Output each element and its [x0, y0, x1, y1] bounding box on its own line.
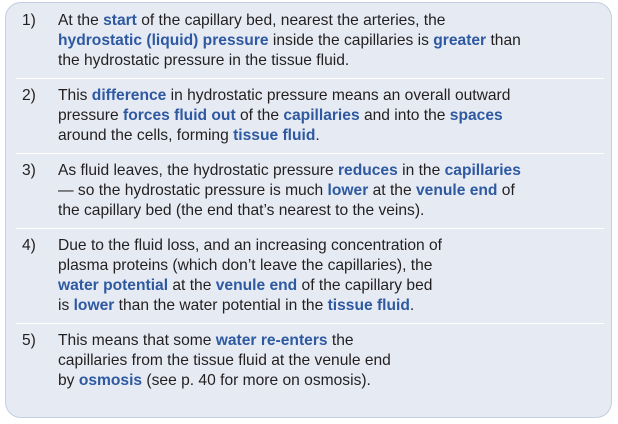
- key-term: osmosis: [78, 372, 143, 389]
- key-term: water potential: [58, 277, 169, 294]
- separator: [16, 153, 604, 154]
- item-number: 3): [22, 162, 36, 179]
- text-line: water potential at the venule end of the capillary bed: [58, 277, 433, 294]
- separator: [16, 228, 604, 229]
- text-line: Due to the fluid loss, and an increasing concentration of: [58, 237, 443, 254]
- separator: [16, 78, 604, 79]
- item-text: [58, 161, 606, 221]
- text-line: This means that some water re-enters the: [58, 332, 354, 349]
- item-text: [58, 236, 606, 316]
- item-number: 4): [22, 237, 36, 254]
- key-term: hydrostatic (liquid) pressure: [58, 32, 269, 49]
- text-line: is lower than the water potential in the tissue fluid.: [58, 297, 415, 314]
- item-text: [58, 86, 606, 146]
- text-line: At the start of the capillary bed, nearest the arteries, the: [58, 12, 446, 29]
- info-panel: [5, 2, 612, 418]
- text-line: the capillary bed (the end that’s nearest to the veins).: [58, 202, 425, 219]
- key-term: venule end: [215, 277, 298, 294]
- key-term: difference: [91, 87, 167, 104]
- key-term: tissue fluid: [233, 127, 316, 144]
- key-term: reduces: [337, 162, 398, 179]
- text-line: This difference in hydrostatic pressure means an overall outward: [58, 87, 511, 104]
- item-text: [58, 11, 606, 71]
- separator: [16, 323, 604, 324]
- text-line: plasma proteins (which don’t leave the capillaries), the: [58, 257, 433, 274]
- item-number: 5): [22, 332, 36, 349]
- text-line: the hydrostatic pressure in the tissue fluid.: [58, 52, 350, 69]
- item-number: 1): [22, 12, 36, 29]
- key-term: forces fluid out: [123, 107, 236, 124]
- item-text: [58, 331, 606, 391]
- text-line: around the cells, forming tissue fluid.: [58, 127, 320, 144]
- key-term: tissue fluid: [327, 297, 410, 314]
- key-term: capillaries: [283, 107, 360, 124]
- text-line: — so the hydrostatic pressure is much lower at the venule end of: [58, 182, 515, 199]
- key-term: spaces: [449, 107, 503, 124]
- key-term: start: [103, 12, 137, 29]
- key-term: venule end: [415, 182, 498, 199]
- key-term: lower: [73, 297, 115, 314]
- text-line: hydrostatic (liquid) pressure inside the capillaries is greater than: [58, 32, 521, 49]
- text-line: As fluid leaves, the hydrostatic pressure reduces in the capillaries: [58, 162, 521, 179]
- key-term: capillaries: [444, 162, 521, 179]
- key-term: water re-enters: [215, 332, 328, 349]
- key-term: greater: [433, 32, 487, 49]
- key-term: lower: [327, 182, 369, 199]
- item-number: 2): [22, 87, 36, 104]
- text-line: by osmosis (see p. 40 for more on osmosis).: [58, 372, 371, 389]
- text-line: capillaries from the tissue fluid at the venule end: [58, 352, 391, 369]
- text-line: pressure forces fluid out of the capillaries and into the spaces: [58, 107, 503, 124]
